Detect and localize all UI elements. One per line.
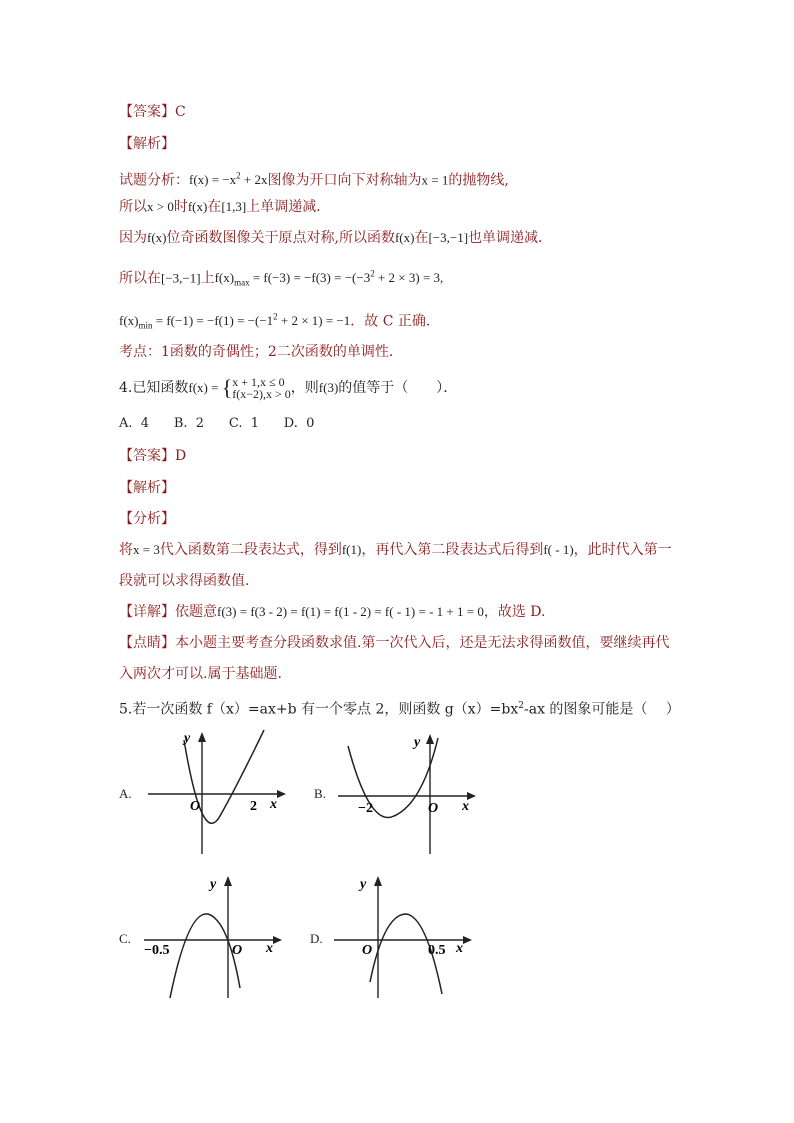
option-d-label: D. <box>310 931 323 946</box>
y-label: y <box>210 877 217 892</box>
graph-c <box>140 870 290 1000</box>
text: 上 <box>200 270 215 287</box>
math: f(3) = f(3 - 2) = f(1) = f(1 - 2) = f( - 1) = - 1 + 1 = 0 <box>217 604 484 619</box>
origin-label: O <box>232 943 243 958</box>
q4-stem <box>119 376 457 400</box>
math: f(x) <box>147 230 167 245</box>
q3-analysis-line-2 <box>119 197 330 217</box>
q4-detail <box>119 602 545 622</box>
text: 图像为开口向下对称轴为 <box>267 172 422 189</box>
text: 上单调递减． <box>246 199 331 215</box>
math <box>214 269 444 288</box>
q3-analysis-line-3 <box>119 228 552 248</box>
brace-glyph: { <box>221 375 233 400</box>
math: f(x) <box>187 199 208 214</box>
q3-analysis-tag <box>119 134 175 154</box>
math: f( - 1) <box>543 542 574 557</box>
q4-comment-line-2: 入两次才可以.属于基础题. <box>119 666 282 682</box>
text: 4.已知函数 <box>119 380 189 396</box>
text: 也单调递减． <box>468 230 553 246</box>
math <box>119 312 351 331</box>
origin-label: O <box>362 943 373 958</box>
x-arrow <box>463 936 472 944</box>
q3-answer-line <box>119 102 186 122</box>
text: ，再代入第二段表达式后得到 <box>361 542 544 558</box>
q3-analysis-line-4 <box>119 264 443 293</box>
x-label: x <box>270 797 277 812</box>
x-label: x <box>462 799 469 814</box>
text: ，故选 D. <box>483 604 546 620</box>
origin-label: O <box>190 799 201 814</box>
q4-fenxi-line-1 <box>119 540 672 560</box>
q4-options: A. 4 B. 2 C. 1 D. 0 <box>119 416 315 431</box>
y-label: y <box>360 877 367 892</box>
text: ，则 <box>290 380 319 396</box>
y-arrow <box>224 876 232 886</box>
superscript: 2 <box>236 171 241 181</box>
math: [−3,−1] <box>428 230 469 245</box>
x-arrow <box>273 936 282 944</box>
text: ，此时代入第一 <box>573 542 672 558</box>
subscript: min <box>138 320 153 331</box>
math-part: + 2 × 1) = −1 <box>277 313 351 329</box>
q4-fenxi-line-2: 段就可以求得函数值. <box>119 573 250 589</box>
text: 将 <box>119 542 133 558</box>
graph-b <box>330 728 480 858</box>
q4-analysis-tag <box>119 478 175 498</box>
q3-key-points <box>119 342 403 362</box>
text: 的抛物线, <box>448 172 509 189</box>
q3-analysis-line-1 <box>119 166 509 190</box>
tick-label: −0.5 <box>144 943 170 958</box>
text: 位奇函数图像关于原点对称,所以函数 <box>166 230 395 246</box>
piecewise <box>232 376 291 400</box>
text: 5.若一次函数 f（x）=ax+b 有一个零点 2，则函数 g（x）=bx <box>119 701 519 718</box>
math: f(x) = <box>188 380 222 395</box>
x-arrow <box>277 790 286 798</box>
text: 二次函数的单调性． <box>276 344 403 360</box>
math: f(x) <box>394 230 415 245</box>
math-part: f(x) <box>214 270 235 286</box>
text: 试题分析： <box>119 172 189 189</box>
fenxi-tag: 【分析】 <box>119 511 175 527</box>
comment-tag: 【点睛】 <box>119 635 175 651</box>
answer-tag: 【答案】 <box>119 104 175 120</box>
y-arrow <box>198 732 206 742</box>
math <box>189 172 268 187</box>
q4-answer-line <box>119 446 186 466</box>
y-label: y <box>184 731 191 746</box>
graph-a <box>140 728 290 858</box>
detail-tag: 【详解】 <box>119 604 175 620</box>
text: 本小题主要考查分段函数求值.第一次代入后，还是无法求得函数值，要继续再代 <box>175 635 670 651</box>
y-label: y <box>414 735 421 750</box>
x-label: x <box>266 941 273 956</box>
text: 因为 <box>119 230 147 246</box>
tick-label: −2 <box>358 801 373 816</box>
math-part: f(x) = −x <box>189 172 237 188</box>
math-part: = f(−3) = −f(3) = −(−3 <box>249 270 371 286</box>
math: f(3) <box>318 380 339 395</box>
piece-2: f(x−2),x > 0 <box>232 387 291 401</box>
option-c-label: C. <box>119 931 131 946</box>
text: 2 <box>267 344 277 360</box>
text: 所以 <box>119 199 147 215</box>
math: x = 3 <box>133 542 160 557</box>
subscript: max <box>234 277 250 288</box>
text: 在 <box>207 199 222 215</box>
y-arrow <box>374 876 382 886</box>
analysis-tag: 【解析】 <box>119 480 175 496</box>
text: 在 <box>414 230 429 246</box>
text: 1 <box>161 344 170 360</box>
math-part: + 2x <box>240 172 268 188</box>
text: 代入函数第二段表达式，得到 <box>159 542 342 558</box>
text: 的值等于（ ）． <box>338 380 458 396</box>
math: x > 0 <box>147 199 174 214</box>
tick-label: 2 <box>250 799 257 814</box>
option-a-label: A. <box>119 786 132 801</box>
text: 依题意 <box>175 604 217 620</box>
text: 所以在 <box>119 270 161 287</box>
q3-analysis-line-5 <box>119 307 440 336</box>
text: 函数的奇偶性； <box>169 344 268 360</box>
text: ．故 C 正确． <box>350 313 440 330</box>
superscript: 2 <box>518 701 524 711</box>
math: [−3,−1] <box>161 270 201 286</box>
math-part: f(x) <box>119 313 139 329</box>
piece-1: x + 1,x ≤ 0 <box>232 375 285 389</box>
q4-fenxi-tag <box>119 509 175 529</box>
math-part: = f(−1) = −f(1) = −(−1 <box>152 313 274 329</box>
origin-label: O <box>428 801 439 816</box>
option-b-label: B. <box>314 786 326 801</box>
parabola <box>170 914 243 998</box>
q4-comment-line-1 <box>119 633 669 653</box>
answer-tag: 【答案】 <box>119 448 175 464</box>
superscript: 2 <box>370 269 375 279</box>
analysis-tag: 【解析】 <box>119 136 175 152</box>
math: [1,3] <box>221 199 247 214</box>
superscript: 2 <box>273 312 278 322</box>
tick-label: 0.5 <box>428 943 446 958</box>
text: 考点： <box>119 344 161 360</box>
math: f(1) <box>341 542 362 557</box>
graph-d <box>330 870 480 1000</box>
text: -ax 的图象可能是（ ） <box>524 701 680 718</box>
q5-stem <box>119 696 680 720</box>
math-part: + 2 × 3) = 3, <box>374 270 444 286</box>
answer-value: C <box>175 104 186 120</box>
text: 时 <box>173 199 188 215</box>
math: x = 1 <box>421 172 449 188</box>
y-arrow <box>426 734 434 744</box>
x-label: x <box>456 941 463 956</box>
answer-value: D <box>175 448 187 464</box>
